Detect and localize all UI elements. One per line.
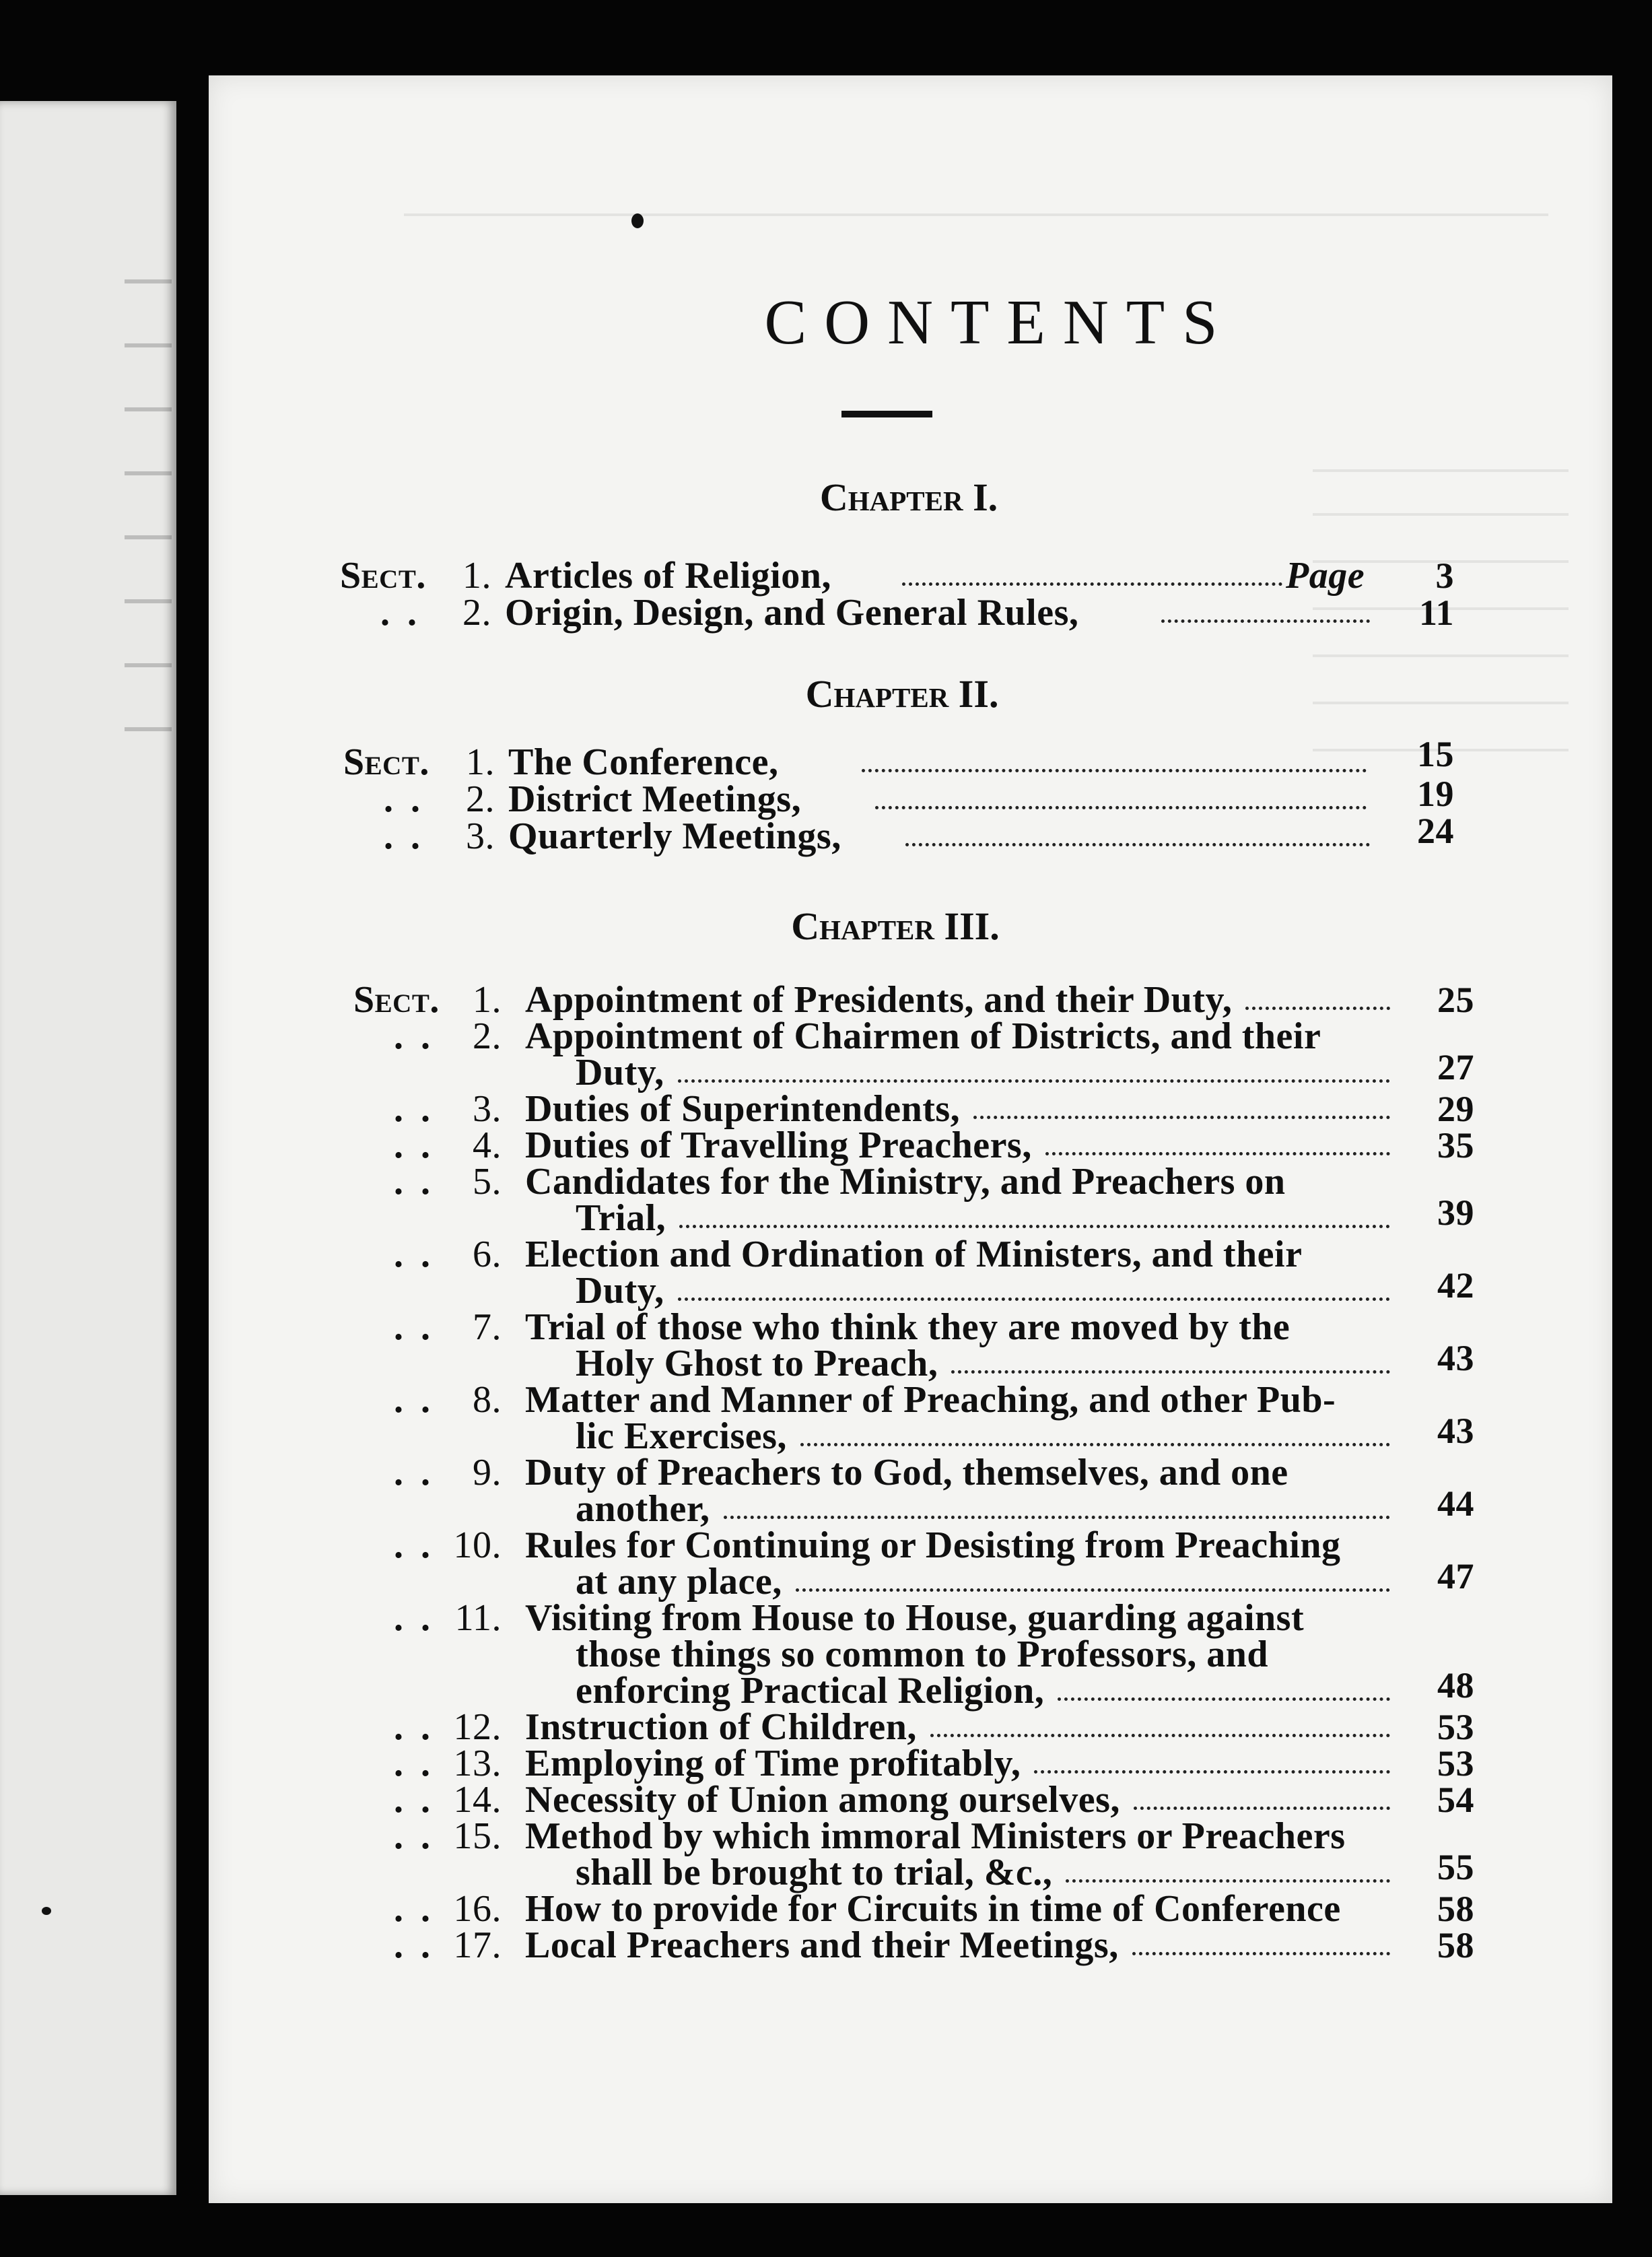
section-number: 3. xyxy=(473,1088,502,1130)
page-number: 43 xyxy=(1437,1338,1474,1378)
bleed-through-mark xyxy=(125,471,172,475)
bleed-through-line xyxy=(404,213,1548,216)
section-number: 10. xyxy=(453,1524,502,1566)
entry-title: Visiting from House to House, guarding against xyxy=(525,1597,1305,1639)
section-label: Sect. xyxy=(353,979,440,1021)
dot-leader xyxy=(902,582,1282,586)
section-number: 16. xyxy=(453,1888,502,1930)
chapter-heading: Chapter II. xyxy=(805,672,999,716)
section-number: 11. xyxy=(454,1597,502,1639)
section-number: 5. xyxy=(473,1161,502,1203)
section-number: 14. xyxy=(453,1779,502,1821)
dot-leader xyxy=(1034,1770,1390,1774)
page-number: 44 xyxy=(1437,1483,1474,1524)
page-number: 58 xyxy=(1437,1889,1474,1929)
page-title: CONTENTS xyxy=(764,288,1235,358)
page-number: 43 xyxy=(1437,1411,1474,1451)
dot-leader xyxy=(678,1298,1390,1301)
bleed-through-mark xyxy=(125,535,172,539)
bleed-through-line xyxy=(1313,469,1569,472)
entry-title: Origin, Design, and General Rules, xyxy=(505,592,1079,634)
entry-title-continuation: at any place, xyxy=(576,1561,782,1603)
entry-title: Matter and Manner of Preaching, and other Pub- xyxy=(525,1379,1336,1421)
page-number: 15 xyxy=(1417,734,1454,774)
contents-page xyxy=(209,75,1612,2203)
dot-leader xyxy=(930,1734,1390,1737)
bleed-through-mark xyxy=(125,727,172,731)
title-rule xyxy=(841,411,932,417)
ditto-mark: . . xyxy=(394,1888,434,1930)
dot-leader xyxy=(724,1516,1390,1519)
dot-leader xyxy=(679,1225,1390,1228)
section-number: 7. xyxy=(473,1306,502,1348)
ditto-mark: . . xyxy=(394,1015,434,1057)
ink-spot xyxy=(42,1907,51,1915)
entry-title: Appointment of Presidents, and their Duty, xyxy=(525,979,1233,1021)
dot-leader xyxy=(862,769,1367,772)
section-label: Sect. xyxy=(343,741,429,783)
entry-title: Duties of Travelling Preachers, xyxy=(525,1124,1032,1166)
entry-title: Election and Ordination of Ministers, and their xyxy=(525,1234,1303,1275)
bleed-through-mark xyxy=(125,407,172,411)
page-number: 54 xyxy=(1437,1780,1474,1820)
ditto-mark: . . xyxy=(394,1743,434,1784)
page-number: 42 xyxy=(1437,1265,1474,1306)
entry-title: Instruction of Children, xyxy=(525,1706,917,1748)
entry-title: How to provide for Circuits in time of Conference xyxy=(525,1888,1341,1930)
dot-leader xyxy=(1161,619,1370,623)
ink-spot xyxy=(631,213,644,228)
ditto-mark: . . xyxy=(394,1779,434,1821)
section-number: 8. xyxy=(473,1379,502,1421)
entry-title: Articles of Religion, xyxy=(505,555,831,597)
ditto-mark: . . xyxy=(380,592,421,634)
ditto-mark: . . xyxy=(394,1452,434,1493)
dot-leader xyxy=(1132,1952,1390,1955)
ditto-mark: . . xyxy=(394,1924,434,1966)
section-number: 1. xyxy=(462,555,491,597)
dot-leader xyxy=(951,1370,1390,1374)
dot-leader xyxy=(973,1116,1390,1119)
section-number: 3. xyxy=(466,815,495,857)
entry-title: Quarterly Meetings, xyxy=(508,815,841,857)
section-number: 6. xyxy=(473,1234,502,1275)
entry-title: The Conference, xyxy=(508,741,779,783)
page-number: 35 xyxy=(1437,1125,1474,1166)
entry-title: Appointment of Chairmen of Districts, and their xyxy=(525,1015,1321,1057)
dot-leader xyxy=(678,1079,1390,1083)
section-number: 2. xyxy=(462,592,491,634)
bleed-through-mark xyxy=(125,343,172,347)
page-number: 24 xyxy=(1417,811,1454,851)
entry-title: Local Preachers and their Meetings, xyxy=(525,1924,1119,1966)
page-number: 27 xyxy=(1437,1047,1474,1087)
dot-leader xyxy=(875,806,1367,809)
section-number: 2. xyxy=(466,778,495,820)
entry-title: Necessity of Union among ourselves, xyxy=(525,1779,1120,1821)
section-number: 2. xyxy=(473,1015,502,1057)
ditto-mark: . . xyxy=(394,1597,434,1639)
chapter-heading: Chapter I. xyxy=(819,475,998,519)
bleed-through-mark xyxy=(125,599,172,603)
dot-leader xyxy=(1045,1152,1390,1155)
page-column-label: Page xyxy=(1286,555,1365,597)
entry-title-continuation: those things so common to Professors, and xyxy=(576,1633,1269,1675)
page-number: 25 xyxy=(1437,980,1474,1020)
section-number: 1. xyxy=(473,979,502,1021)
page-number: 11 xyxy=(1418,593,1454,633)
ditto-mark: . . xyxy=(394,1088,434,1130)
section-number: 9. xyxy=(473,1452,502,1493)
entry-title: Employing of Time profitably, xyxy=(525,1743,1021,1784)
dot-leader xyxy=(1245,1007,1390,1010)
entry-title: Trial of those who think they are moved by the xyxy=(525,1306,1290,1348)
ditto-mark: . . xyxy=(394,1815,434,1857)
ditto-mark: . . xyxy=(394,1234,434,1275)
bleed-through-line xyxy=(1313,654,1569,657)
section-number: 1. xyxy=(466,741,495,783)
entry-title: Rules for Continuing or Desisting from Preaching xyxy=(525,1524,1341,1566)
dot-leader xyxy=(905,843,1370,846)
dot-leader xyxy=(1058,1697,1390,1701)
ditto-mark: . . xyxy=(394,1306,434,1348)
section-number: 15. xyxy=(453,1815,502,1857)
section-number: 12. xyxy=(453,1706,502,1748)
section-number: 4. xyxy=(473,1124,502,1166)
entry-title-continuation: another, xyxy=(576,1488,710,1530)
entry-title-continuation: shall be brought to trial, &c., xyxy=(576,1852,1053,1893)
entry-title: Method by which immoral Ministers or Preachers xyxy=(525,1815,1346,1857)
chapter-heading: Chapter III. xyxy=(791,904,1000,948)
dot-leader xyxy=(1066,1879,1390,1883)
page-number: 19 xyxy=(1417,774,1454,814)
ditto-mark: . . xyxy=(394,1124,434,1166)
facing-page xyxy=(0,101,176,2195)
bleed-through-mark xyxy=(125,279,172,283)
ditto-mark: . . xyxy=(394,1706,434,1748)
section-number: 13. xyxy=(453,1743,502,1784)
page-number: 3 xyxy=(1435,555,1454,596)
page-number: 53 xyxy=(1437,1707,1474,1747)
bleed-through-mark xyxy=(125,663,172,667)
page-number: 53 xyxy=(1437,1743,1474,1784)
dot-leader xyxy=(800,1443,1390,1446)
page-number: 47 xyxy=(1437,1556,1474,1596)
entry-title-continuation: Trial, xyxy=(576,1197,666,1239)
entry-title-continuation: Duty, xyxy=(576,1270,664,1312)
entry-title-continuation: Duty, xyxy=(576,1052,664,1093)
page-number: 39 xyxy=(1437,1192,1474,1233)
entry-title-continuation: lic Exercises, xyxy=(576,1415,787,1457)
entry-title: Duty of Preachers to God, themselves, and one xyxy=(525,1452,1288,1493)
ditto-mark: . . xyxy=(394,1161,434,1203)
entry-title-continuation: Holy Ghost to Preach, xyxy=(576,1343,938,1384)
ditto-mark: . . xyxy=(384,778,424,820)
ditto-mark: . . xyxy=(394,1524,434,1566)
page-number: 55 xyxy=(1437,1847,1474,1887)
page-number: 29 xyxy=(1437,1089,1474,1129)
page-number: 48 xyxy=(1437,1665,1474,1706)
ditto-mark: . . xyxy=(394,1379,434,1421)
entry-title-continuation: enforcing Practical Religion, xyxy=(576,1670,1045,1712)
entry-title: Duties of Superintendents, xyxy=(525,1088,961,1130)
section-number: 17. xyxy=(453,1924,502,1966)
entry-title: Candidates for the Ministry, and Preachers on xyxy=(525,1161,1286,1203)
ditto-mark: . . xyxy=(384,815,424,857)
dot-leader xyxy=(796,1588,1390,1592)
page-number: 58 xyxy=(1437,1925,1474,1965)
dot-leader xyxy=(1134,1807,1390,1810)
section-label: Sect. xyxy=(340,555,426,597)
entry-title: District Meetings, xyxy=(508,778,802,820)
